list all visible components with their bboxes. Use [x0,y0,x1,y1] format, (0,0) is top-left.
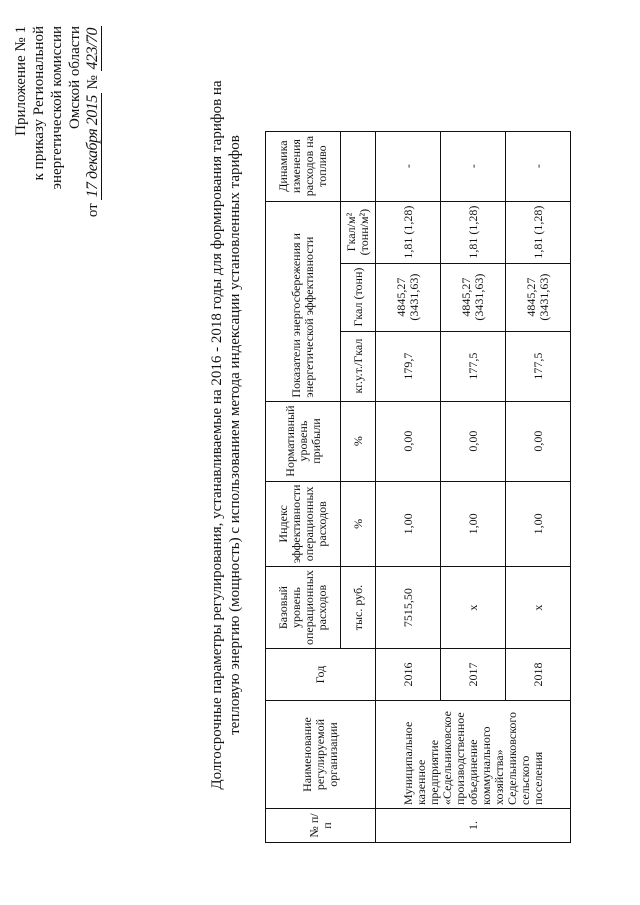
appendix-block [12,26,102,326]
cell-gcal: 4845,27 (3431,63) [376,263,441,331]
unit-energy-2: Гкал (тонн) [341,263,376,331]
header-energy: Показатели энергосбережения и энергетической эффективности [266,201,341,401]
cell-fuel: 177,5 [506,331,571,401]
appendix-line-3: энергетической комиссии [49,26,65,190]
cell-index: 1,00 [441,481,506,567]
parameters-table [265,131,571,843]
cell-base: 7515,50 [376,567,441,649]
handwritten-date: 17 декабря 2015 [84,95,101,198]
appendix-line-1: Приложение № 1 [13,26,29,136]
handwritten-number: 423/70 [84,28,101,70]
cell-fuel: 179,7 [376,331,441,401]
cell-profit: 0,00 [506,401,571,481]
cell-year: 2016 [376,649,441,701]
table-row [376,131,441,842]
header-base: Базовый уровень операционных расходов [266,567,341,649]
appendix-line-4: Омской области [67,26,83,129]
organization-name: Муниципальное казенное предприятие «Седельниковское производственное объединение коммунального хозяйства» Седельниковского сельского поселения [376,701,571,809]
header-dynamics: Динамика изменения расходов на топливо [266,131,341,201]
appendix-date-line [84,26,102,326]
cell-index: 1,00 [506,481,571,567]
cell-profit: 0,00 [441,401,506,481]
cell-dynamics: - [506,131,571,201]
cell-gcal: 4845,27 (3431,63) [441,263,506,331]
cell-gcal-m2: 1,81 (1,28) [376,201,441,263]
cell-year: 2017 [441,649,506,701]
header-org: Наименование регулируемой организации [266,701,376,809]
unit-index: % [341,481,376,567]
cell-base: x [441,567,506,649]
unit-energy-1: кг.у.т./Гкал [341,331,376,401]
header-index: Индекс эффективности операционных расходов [266,481,341,567]
from-label: от [85,203,101,218]
cell-dynamics: - [376,131,441,201]
cell-gcal-m2: 1,81 (1,28) [506,201,571,263]
row-number: 1. [376,809,571,843]
header-row [266,131,341,842]
unit-energy-3: Гкал/м² (тонн/м²) [341,201,376,263]
unit-profit: % [341,401,376,481]
header-num: № п/п [266,809,376,843]
cell-profit: 0,00 [376,401,441,481]
cell-gcal: 4845,27 (3431,63) [506,263,571,331]
cell-year: 2018 [506,649,571,701]
cell-fuel: 177,5 [441,331,506,401]
unit-base: тыс. руб. [341,567,376,649]
cell-base: x [506,567,571,649]
number-label: № [85,75,101,90]
header-profit: Нормативный уровень прибыли [266,401,341,481]
document-title: Долгосрочные параметры регулирования, устанавливаемые на 2016 - 2018 годы для формирования тарифов на тепловую энергию (мощность) с использованием метода индексации установленных тарифов [209,80,243,790]
unit-dynamics [341,131,376,201]
cell-gcal-m2: 1,81 (1,28) [441,201,506,263]
header-year: Год [266,649,376,701]
cell-dynamics: - [441,131,506,201]
cell-index: 1,00 [376,481,441,567]
appendix-line-2: к приказу Региональной [31,26,47,181]
